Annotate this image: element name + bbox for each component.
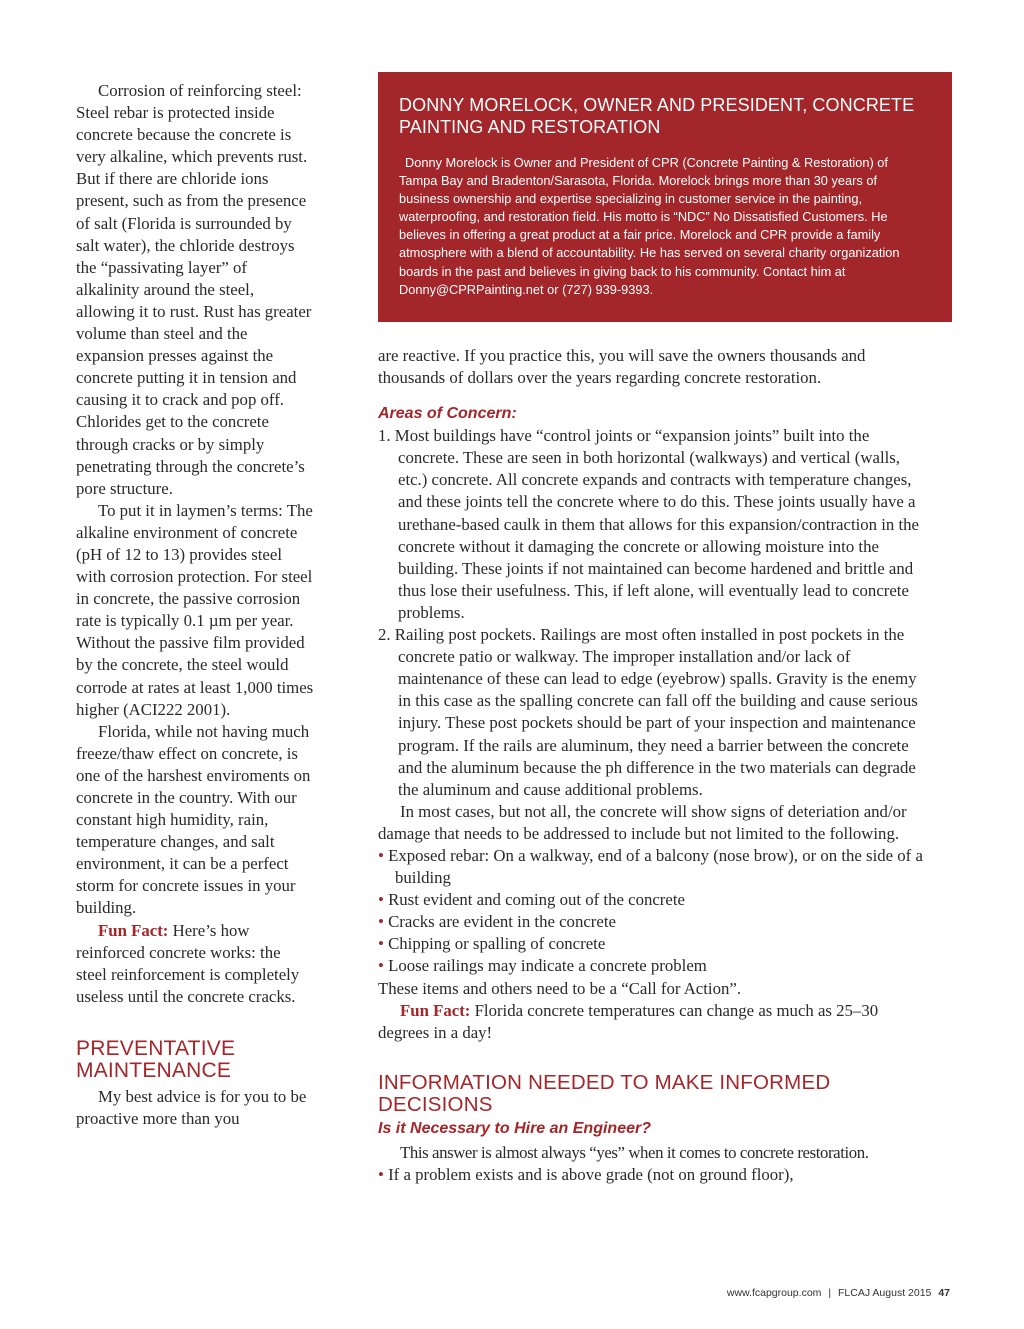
page-footer bbox=[727, 1287, 950, 1299]
paragraph-florida: Florida, while not having much freeze/thaw effect on concrete, is one of the harshest enviroments on concrete in the country. With our constant high humidity, rain, temperature changes, and salt environment, it can be a perfect storm for concrete issues in your building. bbox=[76, 721, 311, 918]
bullet-icon: • bbox=[378, 890, 384, 910]
list-item: • Cracks are evident in the concrete bbox=[378, 912, 616, 932]
fun-fact-text: Florida concrete temperatures can change as much as 25–30 degrees in a day! bbox=[378, 1000, 879, 1042]
right-column bbox=[378, 345, 930, 1186]
engineer-list bbox=[378, 1164, 930, 1186]
fun-fact-left bbox=[76, 920, 314, 1008]
footer-magazine: FLCAJ bbox=[837, 1287, 871, 1299]
bullet-icon: • bbox=[378, 934, 384, 954]
paragraph-laymen-terms: To put it in laymen’s terms: The alkaline environment of concrete (pH of 12 to 13) provides steel with corrosion protection. For steel in concrete, the passive corrosion rate is typically 0.1 µm per year. Without the passive film provided by the concrete, the steel would corrode at rates at least 1,000 times higher (ACI222 2001). bbox=[76, 500, 314, 719]
fun-fact-text: Here’s how reinforced concrete works: the steel reinforcement is completely useless until the concrete cracks. bbox=[76, 920, 300, 1006]
bullet-icon: • bbox=[378, 845, 384, 865]
fun-fact-label: Fun Fact: bbox=[98, 920, 169, 940]
list-item: • Chipping or spalling of concrete bbox=[378, 934, 606, 954]
concern-list bbox=[378, 425, 930, 801]
signs-list bbox=[378, 845, 930, 978]
fun-fact-right bbox=[378, 1000, 930, 1044]
concern-item-railing-pockets: 2. Railing post pockets. Railings are most often installed in post pockets in the concrete patio or walkway. The improper installation and/or lack of maintenance of these can lead to edge (eyebrow) spalls. Gravity is the enemy in this case as the spalling concrete can fall off the building and cause serious injury. These post pockets should be part of your inspection and maintenance program. If the rails are aluminum, they need a barrier between the concrete and the aluminum because the ph difference in the two materials can degrade the aluminum and cause additional problems. bbox=[378, 625, 918, 799]
list-item: • Exposed rebar: On a walkway, end of a balcony (nose brow), or on the side of a building bbox=[378, 845, 923, 888]
paragraph-corrosion: Corrosion of reinforcing steel: Steel rebar is protected inside concrete because the concrete is very alkaline, which prevents rust. But if there are chloride ions present, such as from the presence of salt (Florida is surrounded by salt water), the chloride destroys the “passivating layer” of alkalinity around the steel, allowing it to rust. Rust has greater volume than steel and the expansion presses against the concrete putting it in tension and causing it to crack and pop off. Chlorides get to the concrete through cracks or by simply penetrating through the concrete’s pore structure. bbox=[76, 81, 312, 498]
paragraph-most-cases: In most cases, but not all, the concrete will show signs of deteriation and/or damage that needs to be addressed to include but not limited to the following. bbox=[378, 801, 907, 843]
footer-separator: | bbox=[828, 1287, 832, 1299]
fun-fact-label: Fun Fact: bbox=[400, 1000, 471, 1020]
author-bio-box bbox=[378, 72, 952, 322]
footer-date: August 2015 bbox=[872, 1287, 932, 1299]
heading-areas-of-concern: Areas of Concern: bbox=[378, 405, 517, 423]
heading-preventative-maintenance: PREVENTATIVE MAINTENANCE bbox=[76, 1036, 236, 1082]
list-item: • If a problem exists and is above grade (not on ground floor), bbox=[378, 1164, 794, 1184]
left-column bbox=[76, 80, 314, 1130]
paragraph-answer: This answer is almost always “yes” when it comes to concrete restoration. bbox=[400, 1142, 869, 1162]
list-item: • Loose railings may indicate a concrete problem bbox=[378, 956, 707, 976]
concern-item-control-joints: 1. Most buildings have “control joints or “expansion joints” built into the concrete. These are seen in both horizontal (walkways) and vertical (walls, etc.) concrete. All concrete expands and contracts with temperature changes, and these joints tell the concrete where to do this. These joints usually have a urethane-based caulk in them that allows for this expansion/contraction in the concrete without it damaging the concrete or allowing moisture into the building. These joints if not maintained can become hardened and brittle and thus lose their usefulness. This, if left alone, will eventually lead to concrete problems. bbox=[378, 426, 919, 622]
paragraph-continued: are reactive. If you practice this, you will save the owners thousands and thousands of dollars over the years regarding concrete restoration. bbox=[378, 346, 866, 388]
bio-body: Donny Morelock is Owner and President of CPR (Concrete Painting & Restoration) of Tampa Bay and Bradenton/Sarasota, Florida. Morelock brings more than 30 years of business ownership and expertise specializing in customer service in the painting, waterproofing, and restoration field. His motto is “NDC” No Dissatisfied Customers. He believes in offering a great product at a fair price. Morelock and CPR provide a family atmosphere with a blend of accountability. He has served on several charity organization boards in the past and believes in giving back to his community. Contact him at Donny@CPRPainting.net or (727) 939-9393. bbox=[399, 155, 900, 297]
bullet-icon: • bbox=[378, 956, 384, 976]
heading-information-needed: INFORMATION NEEDED TO MAKE INFORMED DECISIONS bbox=[378, 1070, 831, 1116]
page-number: 47 bbox=[938, 1287, 950, 1299]
paragraph-advice: My best advice is for you to be proactive more than you bbox=[76, 1086, 307, 1129]
bio-title: DONNY MORELOCK, OWNER AND PRESIDENT, CONCRETE PAINTING AND RESTORATION bbox=[399, 95, 915, 137]
list-item: • Rust evident and coming out of the concrete bbox=[378, 890, 685, 910]
footer-website: www.fcapgroup.com bbox=[726, 1287, 822, 1299]
paragraph-call-for-action: These items and others need to be a “Call for Action”. bbox=[378, 978, 742, 998]
bullet-icon: • bbox=[378, 1164, 384, 1184]
bullet-icon: • bbox=[378, 912, 384, 932]
heading-hire-engineer: Is it Necessary to Hire an Engineer? bbox=[378, 1119, 651, 1137]
